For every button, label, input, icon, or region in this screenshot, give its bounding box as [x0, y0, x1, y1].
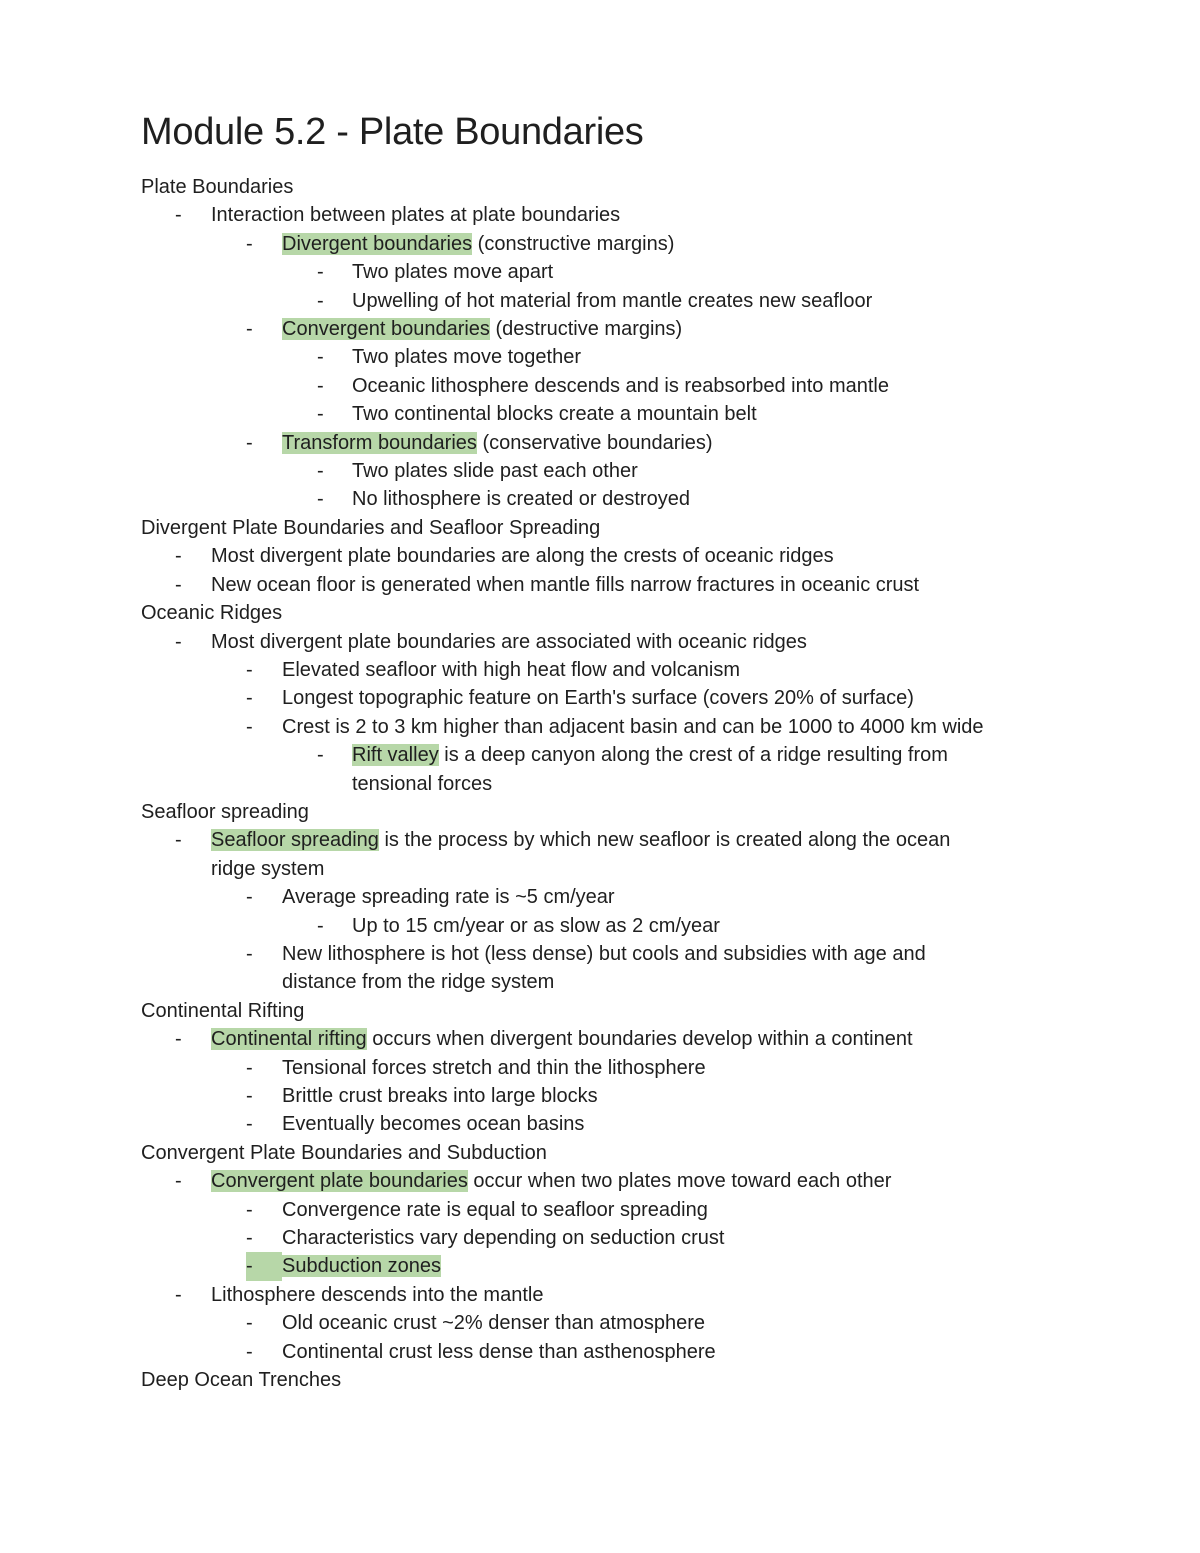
bullet-dash: -: [246, 658, 253, 681]
bullet-dash: -: [246, 1198, 253, 1221]
bullet-item: [141, 1167, 1061, 1195]
line-text: Tensional forces stretch and thin the lithosphere: [282, 1056, 706, 1079]
line-text: Old oceanic crust ~2% denser than atmosphere: [282, 1312, 706, 1335]
line-text: Continental crust less dense than asthenosphere: [282, 1340, 716, 1363]
bullet-item: [141, 883, 1061, 911]
line-text: is the process by which new seafloor is created along the ocean: [378, 829, 951, 852]
line-text: Most divergent plate boundaries are associated with oceanic ridges: [211, 630, 807, 653]
bullet-item: [141, 1281, 1061, 1309]
line-text: No lithosphere is created or destroyed: [352, 488, 690, 511]
section-heading: [141, 798, 1061, 826]
line-text: Crest is 2 to 3 km higher than adjacent basin and can be 1000 to 4000 km wide: [282, 715, 984, 738]
line-text: is a deep canyon along the crest of a ridge resulting from: [438, 744, 948, 767]
bullet-dash: -: [317, 289, 324, 312]
highlighted-term: Transform boundaries: [282, 431, 477, 454]
bullet-item: [141, 287, 1061, 315]
line-text: Two plates move together: [352, 346, 582, 369]
line-text: Brittle crust breaks into large blocks: [282, 1085, 598, 1107]
bullet-item: [141, 571, 1061, 599]
bullet-dash: -: [246, 1312, 253, 1335]
bullet-item: [141, 628, 1061, 656]
bullet-item: [141, 343, 1061, 371]
bullet-dash: -: [317, 261, 324, 284]
section-heading: [141, 997, 1061, 1025]
bullet-item: [141, 1025, 1061, 1053]
bullet-dash: -: [175, 204, 182, 227]
bullet-dash: -: [175, 545, 182, 568]
line-text: Oceanic Ridges: [141, 602, 283, 625]
bullet-item: [141, 968, 1061, 996]
line-text: Eventually becomes ocean basins: [282, 1113, 585, 1136]
bullet-item: [141, 713, 1061, 741]
bullet-item: [141, 485, 1061, 513]
line-text: occurs when divergent boundaries develop within a continent: [366, 1028, 913, 1051]
line-text: Two plates move apart: [352, 261, 554, 284]
bullet-item: [141, 1110, 1061, 1138]
bullet-dash: -: [175, 573, 182, 596]
section-heading: [141, 173, 1061, 201]
line-text: (destructive margins): [489, 318, 683, 341]
bullet-item: [141, 940, 1061, 968]
bullet-item: [141, 684, 1061, 712]
bullet-dash: -: [246, 1085, 253, 1107]
line-text: Deep Ocean Trenches: [141, 1369, 342, 1392]
bullet-item: [141, 400, 1061, 428]
line-text: Average spreading rate is ~5 cm/year: [282, 886, 615, 909]
line-text: Most divergent plate boundaries are along the crests of oceanic ridges: [211, 545, 834, 568]
bullet-item: [141, 656, 1061, 684]
bullet-dash: -: [175, 1283, 182, 1306]
line-text: Oceanic lithosphere descends and is reabsorbed into mantle: [352, 374, 889, 397]
section-heading: [141, 514, 1061, 542]
section-heading: [141, 599, 1061, 627]
bullet-item: [141, 201, 1061, 229]
bullet-item: [141, 1338, 1061, 1366]
bullet-item: [141, 741, 1061, 769]
bullet-dash: -: [317, 914, 324, 937]
bullet-dash: -: [317, 374, 324, 397]
highlighted-term: Convergent plate boundaries: [211, 1170, 468, 1193]
line-text: Longest topographic feature on Earth's surface (covers 20% of surface): [282, 687, 914, 710]
bullet-item: [141, 372, 1061, 400]
line-text: occur when two plates move toward each other: [467, 1170, 892, 1193]
line-text: Convergence rate is equal to seafloor spreading: [282, 1198, 708, 1221]
highlighted-term: Subduction zones: [282, 1255, 442, 1278]
line-text: Interaction between plates at plate boundaries: [211, 204, 621, 227]
line-text: distance from the ridge system: [282, 971, 555, 994]
bullet-item: [141, 1196, 1061, 1224]
line-text: Lithosphere descends into the mantle: [211, 1283, 544, 1306]
line-text: (constructive margins): [472, 232, 675, 255]
bullet-item: [141, 315, 1061, 343]
bullet-dash: -: [246, 431, 253, 454]
line-text: tensional forces: [352, 772, 493, 795]
line-text: (conservative boundaries): [476, 431, 713, 454]
bullet-item: [141, 258, 1061, 286]
highlighted-term: Rift valley: [352, 744, 439, 767]
bullet-dash: -: [317, 403, 324, 426]
document-page: [141, 108, 1061, 1394]
highlighted-term: Convergent boundaries: [282, 318, 490, 341]
bullet-item: [141, 230, 1061, 258]
bullet-item: [141, 1224, 1061, 1252]
bullet-dash: -: [317, 346, 324, 369]
bullet-dash: -: [246, 318, 253, 341]
bullet-item: [141, 1252, 1061, 1280]
bullet-item: [141, 912, 1061, 940]
bullet-dash: -: [246, 687, 253, 710]
line-text: Divergent Plate Boundaries and Seafloor Spreading: [141, 516, 601, 539]
bullet-item: [141, 1054, 1061, 1082]
bullet-dash: -: [246, 1056, 253, 1079]
line-text: Two plates slide past each other: [352, 460, 638, 483]
bullet-dash: -: [246, 1340, 253, 1363]
line-text: Characteristics vary depending on seduction crust: [282, 1227, 725, 1250]
line-text: Convergent Plate Boundaries and Subduction: [141, 1141, 547, 1164]
bullet-dash: -: [246, 942, 253, 965]
bullet-item: [141, 1082, 1061, 1110]
bullet-item: [141, 770, 1061, 798]
page-title: Module 5.2 - Plate Boundaries: [141, 111, 644, 153]
bullet-dash: -: [246, 1252, 282, 1280]
bullet-item: [141, 1309, 1061, 1337]
bullet-dash: -: [246, 715, 253, 738]
line-text: Two continental blocks create a mountain belt: [352, 403, 757, 426]
line-text: Seafloor spreading: [141, 800, 309, 823]
section-heading: [141, 1139, 1061, 1167]
line-text: New ocean floor is generated when mantle fills narrow fractures in oceanic crust: [211, 573, 920, 596]
bullet-item: [141, 429, 1061, 457]
line-text: Upwelling of hot material from mantle creates new seafloor: [352, 289, 873, 312]
bullet-dash: -: [317, 460, 324, 483]
bullet-dash: -: [317, 744, 324, 767]
line-text: Plate Boundaries: [141, 176, 294, 198]
line-text: Continental Rifting: [141, 999, 305, 1022]
highlighted-term: Seafloor spreading: [211, 829, 379, 852]
bullet-dash: -: [175, 630, 182, 653]
bullet-dash: -: [246, 1227, 253, 1250]
bullet-item: [141, 855, 1061, 883]
bullet-item: [141, 457, 1061, 485]
bullet-item: [141, 542, 1061, 570]
bullet-item: [141, 826, 1061, 854]
bullet-dash: -: [246, 886, 253, 909]
bullet-dash: -: [246, 1113, 253, 1136]
bullet-dash: -: [317, 488, 324, 511]
highlighted-term: Divergent boundaries: [282, 232, 473, 255]
notes-outline: [141, 173, 1061, 1394]
bullet-dash: -: [246, 232, 253, 255]
line-text: New lithosphere is hot (less dense) but cools and subsidies with age and: [282, 942, 926, 965]
bullet-dash: -: [175, 1170, 182, 1193]
bullet-dash: -: [175, 829, 182, 852]
bullet-dash: -: [175, 1028, 182, 1051]
highlighted-term: Continental rifting: [211, 1028, 367, 1051]
line-text: Up to 15 cm/year or as slow as 2 cm/year: [352, 914, 720, 937]
line-text: ridge system: [211, 857, 325, 880]
section-heading: [141, 1366, 1061, 1394]
line-text: Elevated seafloor with high heat flow and volcanism: [282, 658, 741, 681]
